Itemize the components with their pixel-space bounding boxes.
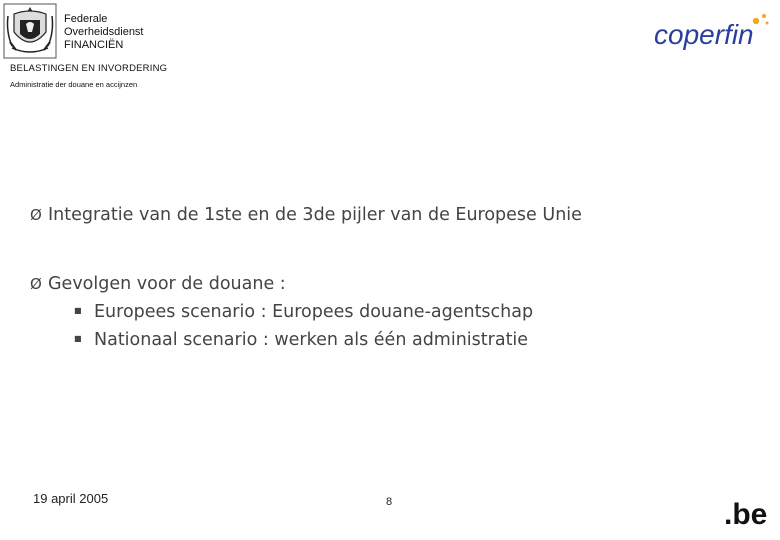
- sub-bullet-item-2: [74, 330, 528, 350]
- square-bullet-icon: ■: [74, 333, 82, 343]
- bullet-text-2: Gevolgen voor de douane :: [48, 274, 286, 294]
- coat-of-arms-icon: [2, 2, 58, 60]
- page-number: 8: [386, 496, 393, 508]
- sub-bullet-text-1: Europees scenario : Europees douane-agentschap: [94, 302, 534, 322]
- bullet-item-1: [30, 205, 582, 225]
- arrow-bullet-icon: Ø: [30, 275, 42, 293]
- org-line-3: FINANCIËN: [64, 39, 124, 51]
- logo-dot-icon: [753, 18, 759, 24]
- footer-date: 19 april 2005: [33, 491, 109, 506]
- org-line-1: Federale: [64, 13, 108, 25]
- sub-bullet-text-2: Nationaal scenario : werken als één administratie: [94, 330, 529, 350]
- bullet-text-1: Integratie van de 1ste en de 3de pijler van de Europese Unie: [48, 205, 582, 225]
- arrow-bullet-icon: Ø: [30, 206, 42, 224]
- department-name: BELASTINGEN EN INVORDERING: [10, 63, 168, 74]
- logo-text: coperfin: [654, 19, 754, 50]
- sub-bullet-item-1: [74, 302, 533, 322]
- coperfin-logo: [654, 12, 774, 54]
- org-line-2: Overheidsdienst: [64, 26, 144, 38]
- be-logo-text: .be: [724, 498, 768, 530]
- organization-name: [64, 13, 144, 52]
- bullet-item-2: [30, 274, 286, 294]
- square-bullet-icon: ■: [74, 305, 82, 315]
- be-logo: [724, 490, 774, 530]
- administration-name: Administratie der douane en accijnzen: [10, 80, 138, 89]
